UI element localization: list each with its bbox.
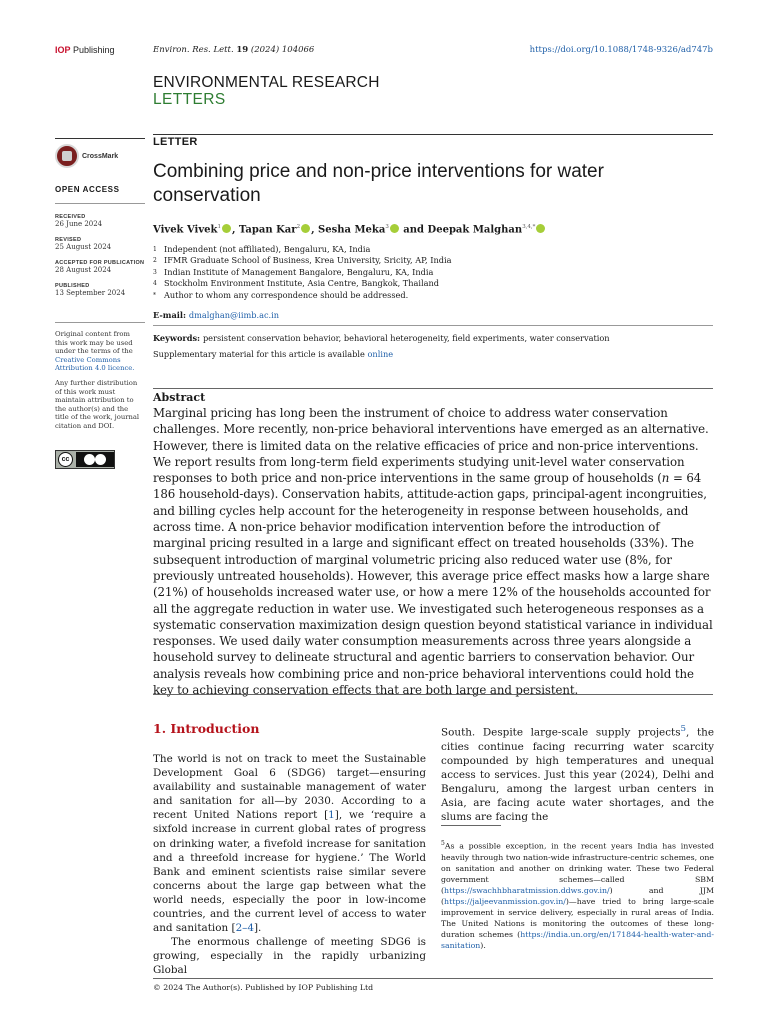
footnote-url[interactable]: https://swachhbharatmission.ddws.gov.in/: [444, 885, 610, 895]
affiliation: 1 Independent (not affiliated), Bengaluru, KA, India: [153, 244, 371, 254]
divider: [55, 203, 145, 204]
keywords: Keywords: persistent conservation behavior, behavioral heterogeneity, field experiments, water conservation: [153, 333, 610, 343]
section-heading: 1. Introduction: [153, 721, 260, 736]
email-link[interactable]: dmalghan@iimb.ac.in: [188, 310, 280, 320]
body-column-right: [441, 722, 714, 824]
citation: Environ. Res. Lett. 19 (2024) 104066: [153, 45, 315, 55]
footnote-link[interactable]: 5: [680, 724, 687, 734]
body-column-left: [153, 752, 426, 978]
journal-name-line2: LETTERS: [153, 91, 226, 108]
license-link[interactable]: Creative Commons Attribution 4.0 licence.: [55, 355, 135, 373]
license-paragraph: Any further distribution of this work must maintain attribution to the author(s) and the title of the work, journal citation and DOI.: [55, 378, 140, 430]
by-icon: [76, 452, 114, 467]
article-dates: [55, 214, 145, 306]
orcid-icon[interactable]: [536, 224, 545, 233]
footnote: $^5$As a possible exception, in the recent years India has invested heavily through two nation-wide infrastructure-centric schemes, one on sanitation and another on drinking water. These two Federal government schemes—called SBM (https://swachhbharatmission.ddws.gov.in/) and JJM (https://jaljeevanmission.gov.in/)—have tried to bring large-scale improvement in service delivery, especially in rural areas of India. The United Nations is monitoring the outcomes of these long-duration schemes (https://india.un.org/en/171844-health-water-and-sanitation).: [441, 840, 714, 951]
paragraph: The world is not on track to meet the Sustainable Development Goal 6 (SDG6) target—ensuring availability and sustainable management of water and sanitation for all—by 2030. According to a recent United Nations report [1], we ‘require a sixfold increase in current global rates of progress on drinking water, a fivefold increase for sanitation and a threefold increase for hygiene.’ The World Bank and eminent scientists raise similar severe concerns about the large gap between what the world needs, especially the poor in low-income countries, and the current level of access to water and sanitation [2–4].: [153, 753, 426, 935]
orcid-icon[interactable]: [390, 224, 399, 233]
crossmark-label: CrossMark: [82, 152, 119, 160]
abstract-text: Marginal pricing has long been the instrument of choice to address water conservation challenges. More recently, non-price behavioral interventions have emerged as an alternative. However, there is limited data on the relative efficacies of price and non-price interventions. We report results from long-term field experiments studying unit-level water conservation responses to both price and non-price interventions in the same group of households (n = 64 186 household-days). Conservation habits, attitude-action gaps, principal-agent incongruities, and billing cycles help account for the heterogeneity in response between households, and across time. A non-price behavior modification intervention before the introduction of marginal pricing resulted in a large and significant effect on treated households (33%). The subsequent introduction of marginal volumetric pricing also reduced water use (8%, for previously untreated households). However, this average price effect masks how a large share (21%) of households increased water use, or how a mere 12% of the households accounted for all the aggregate reduction in water use. We investigated such heterogeneous responses as a systematic conservation maximization design question beyond statistical variance in individual responses. We used daily water consumption measurements across three years alongside a household survey to delineate structural and agentic barriers to conservation behavior. Our analysis reveals how combining price and non-price behavioral interventions could hold the key to achieving conservation effects that are both large and persistent.: [153, 406, 713, 698]
doi-link[interactable]: https://doi.org/10.1088/1748-9326/ad747b: [529, 45, 713, 55]
affiliation: 4 Stockholm Environment Institute, Asia Centre, Bangkok, Thailand: [153, 278, 440, 289]
affiliation-list: [153, 244, 713, 301]
divider: [153, 134, 713, 135]
orcid-icon[interactable]: [301, 224, 310, 233]
date-value: 25 August 2024: [55, 243, 112, 251]
date-value: 28 August 2024: [55, 266, 112, 274]
date-label: RECEIVED: [55, 214, 86, 220]
abstract-heading: Abstract: [153, 391, 206, 404]
journal-masthead: [153, 74, 380, 108]
divider: [153, 325, 713, 326]
citation-link[interactable]: 1: [328, 809, 335, 822]
cc-by-icon[interactable]: [55, 450, 115, 469]
publisher-logo: IOP Publishing: [55, 45, 115, 55]
cc-icon: cc: [58, 452, 73, 467]
article-title: Combining price and non-price interventions for water conservation: [153, 161, 604, 206]
citation-link[interactable]: 2–4: [235, 922, 254, 935]
open-access-label: OPEN ACCESS: [55, 185, 120, 194]
article-type: LETTER: [153, 136, 198, 148]
journal-name-line1: ENVIRONMENTAL RESEARCH: [153, 74, 380, 91]
supplementary-link[interactable]: online: [367, 349, 394, 359]
paragraph: South. Despite large-scale supply projects$^5$, the cities continue facing recurring water scarcity compounded by high temperatures and unequal access to services. Just this year (2024), Delhi and Bengaluru, among the largest urban centers in Asia, are facing acute water shortages, and the slums are facing the: [441, 724, 714, 824]
divider: [153, 694, 713, 695]
divider: [441, 825, 501, 826]
divider: [55, 138, 145, 139]
date-label: ACCEPTED FOR PUBLICATION: [55, 260, 145, 266]
author-name[interactable]: Tapan Kar: [238, 224, 297, 236]
footnote-url[interactable]: https://india.un.org/en/171844-health-water-and-sanitation: [441, 930, 714, 951]
date-value: 26 June 2024: [55, 220, 103, 228]
copyright: © 2024 The Author(s). Published by IOP Publishing Ltd: [153, 983, 374, 992]
date-label: REVISED: [55, 237, 82, 243]
affiliation: 2 IFMR Graduate School of Business, Krea University, Sricity, AP, India: [153, 255, 452, 266]
affiliation: * Author to whom any correspondence should be addressed.: [153, 289, 409, 300]
divider: [153, 388, 713, 389]
orcid-icon[interactable]: [222, 224, 231, 233]
divider: [55, 322, 145, 323]
crossmark-icon: [55, 144, 79, 168]
author-name[interactable]: Vivek Vivek: [153, 224, 218, 236]
author-list: Vivek Vivek$^1$ , Tapan Kar$^2$ , Sesha Meka$^3$ and Deepak Malghan$^{3,4,*}$: [153, 224, 713, 235]
supplementary-note: Supplementary material for this article is available online: [153, 349, 394, 359]
divider: [153, 978, 713, 979]
corresponding-email: E-mail: dmalghan@iimb.ac.in: [153, 310, 280, 320]
paragraph: The enormous challenge of meeting SDG6 is growing, especially in the rapidly urbanizing Global: [153, 936, 426, 977]
license-paragraph: Original content from this work may be used under the terms of the Creative Commons Attribution 4.0 licence.: [55, 330, 135, 373]
running-header: [55, 43, 713, 57]
affiliation: 3 Indian Institute of Management Bangalore, Bengaluru, KA, India: [153, 266, 434, 277]
date-value: 13 September 2024: [55, 289, 126, 297]
author-name[interactable]: Deepak Malghan: [427, 224, 523, 236]
crossmark-button[interactable]: [55, 144, 118, 168]
license-text: [55, 330, 143, 437]
author-name[interactable]: Sesha Meka: [318, 224, 386, 236]
footnote-url[interactable]: https://jaljeevanmission.gov.in/: [444, 897, 566, 907]
date-label: PUBLISHED: [55, 283, 90, 289]
